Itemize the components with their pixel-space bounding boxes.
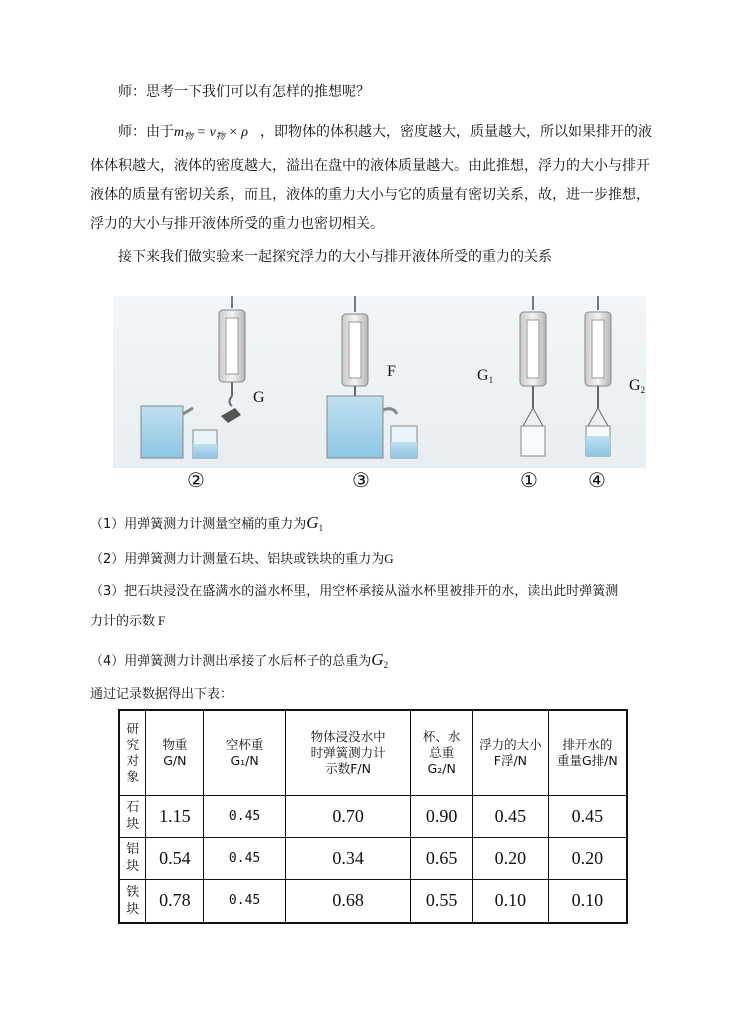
table-row	[119, 795, 627, 837]
paragraph-formula-rest: ，即物体的体积越大，密度越大，质量越大，所以如果排开的液	[260, 124, 653, 140]
step-3-line-2	[90, 611, 165, 632]
figure-marker-2: ②	[187, 468, 205, 492]
experiment-figure	[113, 296, 646, 468]
cell-object	[119, 795, 146, 837]
step-3-symbol: F	[158, 613, 166, 628]
header-cup-label: 空杯重	[225, 736, 264, 752]
header-object-label: 研究对象	[126, 720, 139, 784]
header-cup-unit: G₁/N	[230, 752, 259, 768]
experiment-illustration	[113, 296, 646, 468]
figure-label-g1	[477, 366, 493, 390]
overflow-beaker-2	[327, 396, 417, 458]
step-4-text: （4）用弹簧测力计测出承接了水后杯子的总重为	[90, 654, 372, 669]
cell-displaced: 0.20	[548, 837, 627, 879]
header-reading-line-2: 时弹簧测力计	[310, 744, 386, 760]
figure-label-g1-sub: 1	[488, 375, 494, 385]
cell-total: 0.90	[411, 795, 473, 837]
spring-scale-3	[520, 296, 546, 456]
cell-object-text: 石块	[126, 800, 140, 832]
paragraph-line-4: 液体的质量有密切关系，而且，液体的重力大小与它的质量有密切关系，故，进一步推想，	[90, 187, 650, 203]
cell-cup: 0.45	[204, 879, 286, 923]
cell-weight: 0.54	[146, 837, 204, 879]
figure-marker-4: ④	[588, 468, 606, 492]
cell-weight: 0.78	[146, 879, 204, 923]
cell-weight: 1.15	[146, 795, 204, 837]
figure-marker-1: ①	[520, 468, 538, 492]
header-object	[119, 710, 146, 795]
formula-rho: ρ	[241, 125, 249, 140]
header-displaced-label: 排开水的	[562, 736, 613, 752]
header-displaced	[548, 710, 627, 795]
formula-m-sub: 物	[184, 131, 194, 141]
paragraph-experiment-intro: 接下来我们做实验来一起探究浮力的大小与排开液体所受的重力的关系	[118, 249, 552, 265]
cell-object-text: 铝块	[126, 842, 140, 874]
figure-label-f: F	[387, 363, 396, 380]
step-1-symbol: G	[306, 513, 319, 532]
header-total-line-2: 总重	[429, 744, 455, 760]
table-row	[119, 837, 627, 879]
table-intro: 通过记录数据得出下表：	[90, 687, 234, 702]
figure-label-g1-letter: G	[477, 367, 489, 384]
step-3-line-1: （3）把石块浸没在盛满水的溢水杯里，用空杯承接从溢水杯里被排开的水，读出此时弹簧测	[90, 584, 619, 599]
header-buoyancy-label: 浮力的大小	[479, 736, 542, 752]
cell-buoyancy: 0.45	[473, 795, 549, 837]
header-weight	[146, 710, 204, 795]
formula-m: m	[174, 125, 185, 140]
formula-v-sub: 物	[215, 131, 225, 141]
cell-reading: 0.34	[285, 837, 410, 879]
cell-reading: 0.70	[285, 795, 410, 837]
figure-label-g2-sub: 2	[640, 385, 646, 395]
figure-label-g2	[629, 376, 645, 400]
cell-total: 0.65	[411, 837, 473, 879]
figure-label-g2-letter: G	[629, 377, 641, 394]
step-4-symbol: G	[371, 650, 384, 669]
step-2	[90, 549, 394, 570]
formula-times: ×	[224, 125, 242, 140]
cell-displaced: 0.45	[548, 795, 627, 837]
figure-label-g: G	[253, 389, 265, 406]
cell-object	[119, 837, 146, 879]
spring-scale-4	[585, 296, 611, 456]
cell-displaced: 0.10	[548, 879, 627, 923]
step-4	[90, 650, 388, 675]
cell-object	[119, 879, 146, 923]
step-1-text: （1）用弹簧测力计测量空桶的重力为	[90, 517, 307, 532]
step-2-symbol: G	[384, 551, 394, 566]
header-buoyancy	[473, 710, 549, 795]
results-table	[118, 709, 628, 924]
cell-reading: 0.68	[285, 879, 410, 923]
cell-total: 0.55	[411, 879, 473, 923]
header-reading-line-1: 物体浸没水中	[310, 728, 386, 744]
spring-scale-1	[219, 296, 245, 423]
table-row	[119, 879, 627, 923]
formula-eq: =	[193, 125, 210, 140]
header-total-line-1: 杯、水	[422, 728, 461, 744]
header-buoyancy-unit: F浮/N	[493, 752, 528, 768]
paragraph-formula-prefix: 师：由于	[118, 124, 174, 140]
cell-buoyancy: 0.10	[473, 879, 549, 923]
header-weight-label: 物重	[162, 736, 188, 752]
cell-cup: 0.45	[204, 795, 286, 837]
table-header-row	[119, 710, 627, 795]
cell-object-text: 铁块	[126, 884, 140, 917]
formula-v: v	[209, 125, 216, 140]
step-1-sub: 1	[318, 523, 324, 533]
figure-marker-3: ③	[352, 468, 370, 492]
paragraph-formula-line	[118, 122, 652, 146]
step-1	[90, 513, 323, 538]
header-reading-line-3: 示数F/N	[325, 760, 371, 776]
step-3-text: 力计的示数	[90, 614, 156, 629]
header-reading	[285, 710, 410, 795]
cell-buoyancy: 0.20	[473, 837, 549, 879]
header-cup	[204, 710, 286, 795]
header-displaced-unit: 重量G排/N	[557, 752, 618, 768]
cell-cup: 0.45	[204, 837, 286, 879]
paragraph-question: 师：思考一下我们可以有怎样的推想呢？	[118, 84, 370, 100]
step-4-sub: 2	[383, 660, 389, 670]
paragraph-line-5: 浮力的大小与排开液体所受的重力也密切相关。	[90, 216, 384, 232]
step-2-text: （2）用弹簧测力计测量石块、铝块或铁块的重力为	[90, 552, 385, 567]
overflow-beaker-1	[141, 406, 217, 458]
header-total-unit: G₂/N	[427, 760, 456, 776]
formula	[174, 125, 248, 140]
header-weight-unit: G/N	[163, 752, 187, 768]
header-total	[411, 710, 473, 795]
paragraph-line-3: 体体积越大，液体的密度越大，溢出在盘中的液体质量越大。由此推想，浮力的大小与排开	[90, 158, 650, 174]
